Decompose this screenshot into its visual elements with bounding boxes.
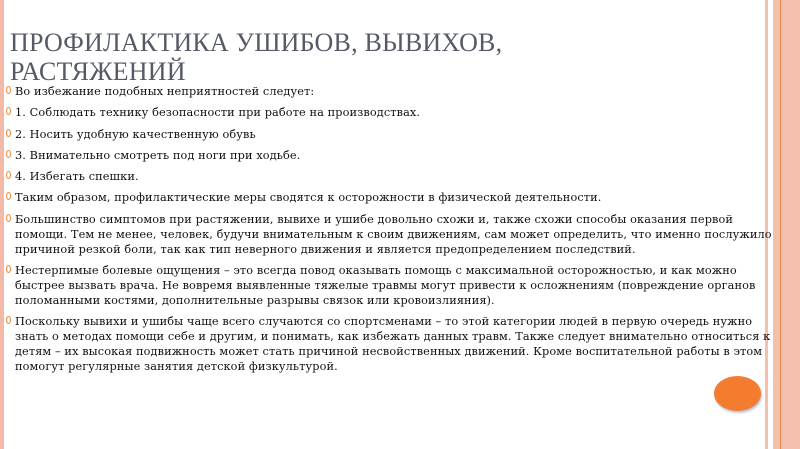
- bullet-icon: [6, 107, 11, 115]
- list-item: [6, 263, 774, 308]
- item-text: Таким образом, профилактические меры сводятся к осторожности в физической деятельности.: [15, 191, 602, 205]
- orange-oval-shape: [714, 376, 761, 411]
- slide-title: ПРОФИЛАКТИКА УШИБОВ, ВЫВИХОВ, РАСТЯЖЕНИЙ: [10, 28, 503, 86]
- bullet-icon: [6, 86, 11, 94]
- list-item: [6, 190, 774, 205]
- item-text: 2. Носить удобную качественную обувь: [15, 127, 256, 141]
- left-border-stripe: [0, 0, 4, 449]
- bullet-list: [6, 84, 774, 381]
- bullet-icon: [6, 316, 11, 324]
- bullet-icon: [6, 171, 11, 179]
- bullet-icon: [6, 192, 11, 200]
- bullet-icon: [6, 129, 11, 137]
- bullet-icon: [6, 265, 11, 273]
- item-text: 3. Внимательно смотреть под ноги при ходьбе.: [15, 148, 301, 162]
- list-item: [6, 127, 774, 142]
- list-item: [6, 105, 774, 120]
- list-item: [6, 84, 774, 99]
- bullet-icon: [6, 214, 11, 222]
- item-text: Нестерпимые болевые ощущения – это всегда повод оказывать помощь с максимальной осторожностью, и как можно быстрее вызвать врача. Не вовремя выявленные тяжелые травмы могут привести к осложнениям (повреждение органов поломанными костями, дополнительные разрывы связок или кровоизлияния).: [15, 264, 756, 308]
- right-decor-line: [780, 0, 781, 449]
- item-text: 4. Избегать спешки.: [15, 170, 139, 184]
- list-item: [6, 212, 774, 257]
- item-text: Большинство симптомов при растяжении, вывихе и ушибе довольно схожи и, также схожи способы оказания первой помощи. Тем не менее, человек, будучи внимательным к своим движениям, сам может определить, что именно послужило причиной резкой боли, так как тип неверного движения и является предопределением последствий.: [15, 212, 772, 256]
- list-item: [6, 148, 774, 163]
- item-text: Поскольку вывихи и ушибы чаще всего случаются со спортсменами – то этой категории людей в первую очередь нужно знать о методах помощи себе и другим, и понимать, как избежать данных травм. Также следует внимательно относиться к детям – их высокая подвижность может стать причиной несвойственных движений. Кроме воспитательной работы в этом помогут регулярные занятия детской физкультурой.: [15, 315, 771, 374]
- item-text: Во избежание подобных неприятностей следует:: [15, 85, 315, 98]
- right-decor-band: [773, 0, 800, 449]
- list-item: [6, 314, 774, 374]
- list-item: [6, 169, 774, 184]
- item-text: 1. Соблюдать технику безопасности при работе на производствах.: [15, 106, 421, 120]
- bullet-icon: [6, 150, 11, 158]
